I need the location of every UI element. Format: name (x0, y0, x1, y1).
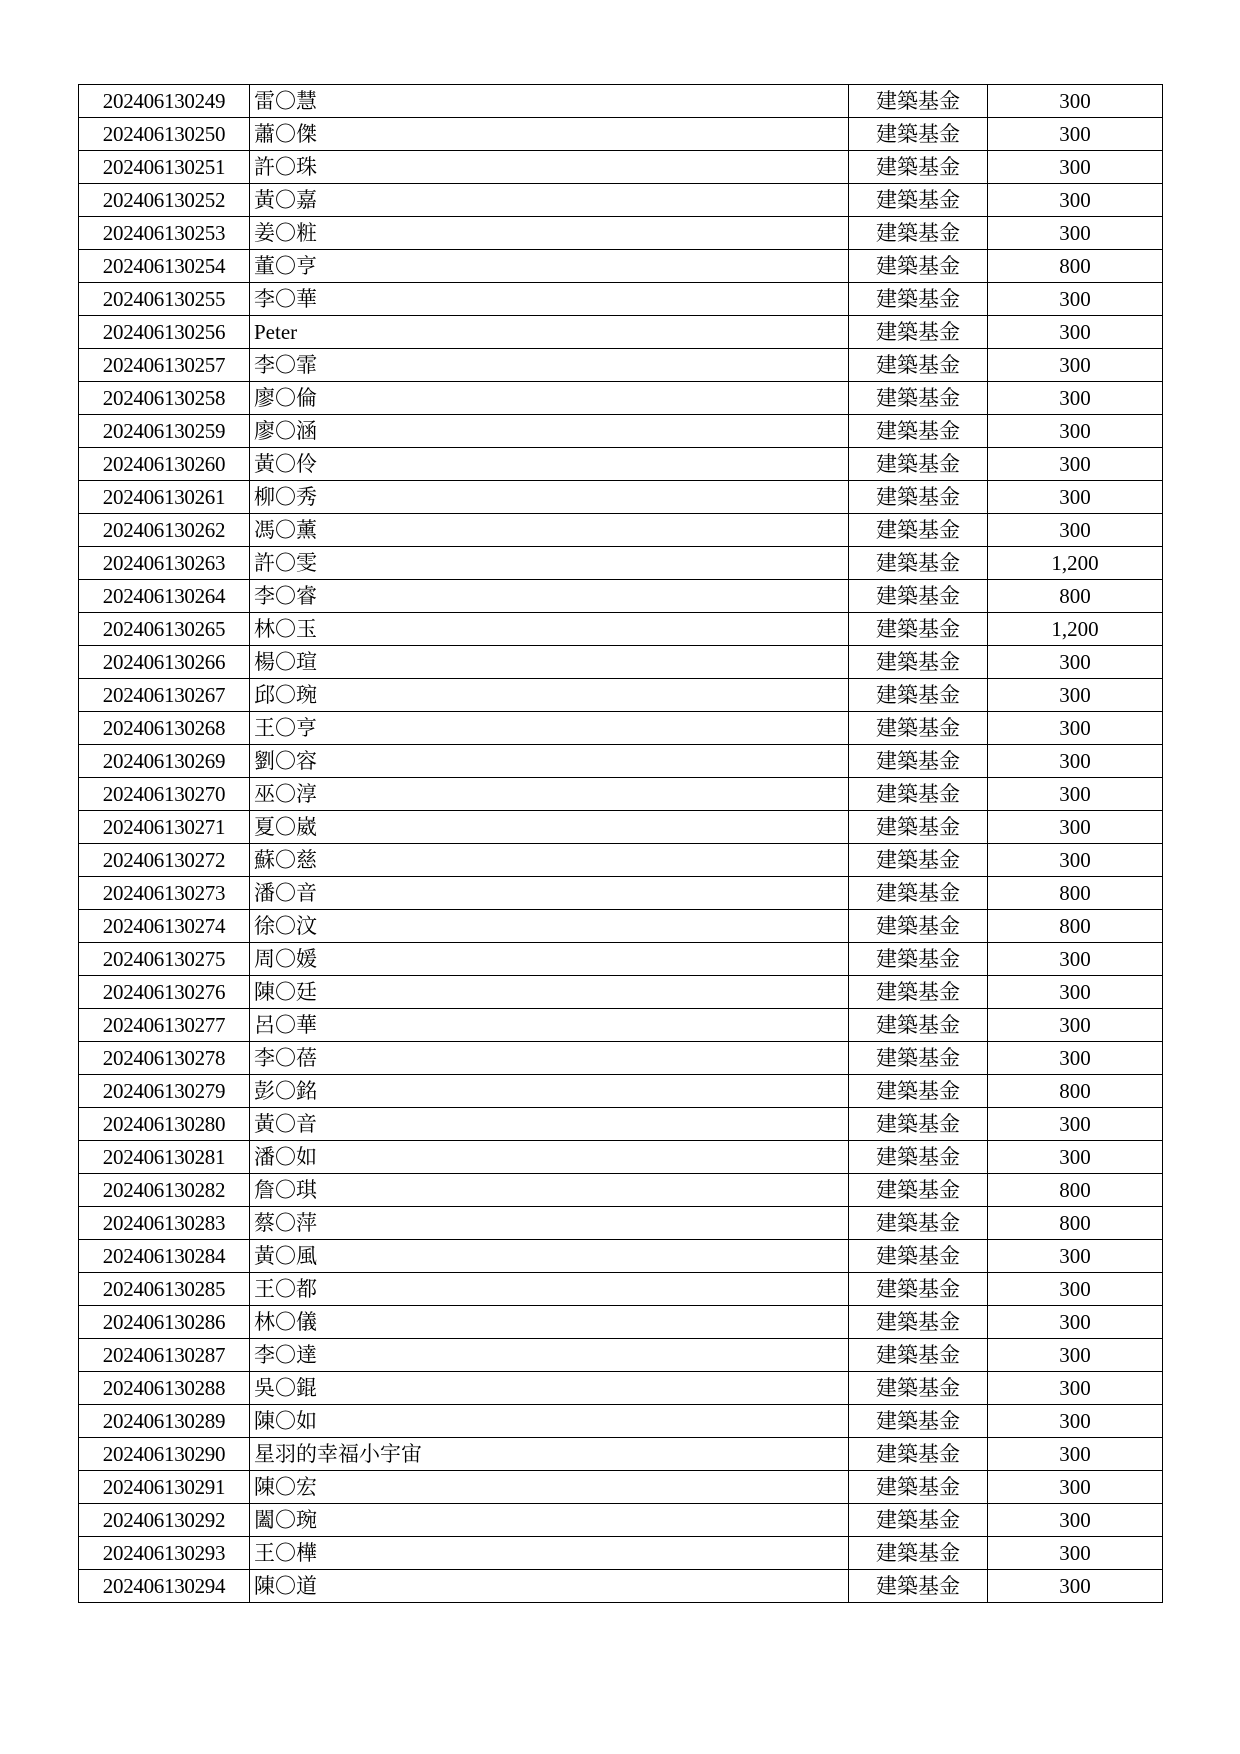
amount-cell: 800 (988, 1075, 1163, 1108)
amount-cell: 300 (988, 1306, 1163, 1339)
fund-type-cell: 建築基金 (849, 250, 988, 283)
receipt-number-cell: 202406130270 (79, 778, 250, 811)
amount-cell: 300 (988, 151, 1163, 184)
fund-type-cell: 建築基金 (849, 1570, 988, 1603)
donor-name-cell: 周〇媛 (250, 943, 849, 976)
table-row (79, 1570, 1163, 1603)
donor-name-cell: 許〇珠 (250, 151, 849, 184)
receipt-number-cell: 202406130269 (79, 745, 250, 778)
table-row (79, 448, 1163, 481)
fund-type-cell: 建築基金 (849, 976, 988, 1009)
table-row (79, 811, 1163, 844)
receipt-number-cell: 202406130259 (79, 415, 250, 448)
donor-name-cell: 馮〇薰 (250, 514, 849, 547)
table-row (79, 1174, 1163, 1207)
amount-cell: 300 (988, 1372, 1163, 1405)
donor-name-cell: 潘〇音 (250, 877, 849, 910)
fund-type-cell: 建築基金 (849, 1504, 988, 1537)
receipt-number-cell: 202406130277 (79, 1009, 250, 1042)
donor-name-cell: 黃〇伶 (250, 448, 849, 481)
receipt-number-cell: 202406130280 (79, 1108, 250, 1141)
donor-name-cell: 王〇都 (250, 1273, 849, 1306)
table-row (79, 514, 1163, 547)
amount-cell: 800 (988, 580, 1163, 613)
amount-cell: 300 (988, 448, 1163, 481)
amount-cell: 300 (988, 745, 1163, 778)
table-row (79, 547, 1163, 580)
receipt-number-cell: 202406130267 (79, 679, 250, 712)
fund-type-cell: 建築基金 (849, 679, 988, 712)
table-row (79, 910, 1163, 943)
table-row (79, 184, 1163, 217)
receipt-number-cell: 202406130288 (79, 1372, 250, 1405)
fund-type-cell: 建築基金 (849, 151, 988, 184)
table-row (79, 1537, 1163, 1570)
receipt-number-cell: 202406130287 (79, 1339, 250, 1372)
amount-cell: 300 (988, 679, 1163, 712)
table-row (79, 118, 1163, 151)
table-row (79, 283, 1163, 316)
amount-cell: 300 (988, 1570, 1163, 1603)
table-row (79, 415, 1163, 448)
fund-type-cell: 建築基金 (849, 283, 988, 316)
receipt-number-cell: 202406130251 (79, 151, 250, 184)
table-row (79, 481, 1163, 514)
amount-cell: 300 (988, 811, 1163, 844)
table-row (79, 382, 1163, 415)
amount-cell: 300 (988, 1009, 1163, 1042)
table-row (79, 646, 1163, 679)
table-row (79, 250, 1163, 283)
amount-cell: 300 (988, 283, 1163, 316)
table-row (79, 1075, 1163, 1108)
fund-type-cell: 建築基金 (849, 1537, 988, 1570)
donor-name-cell: 潘〇如 (250, 1141, 849, 1174)
fund-type-cell: 建築基金 (849, 481, 988, 514)
donor-name-cell: 許〇雯 (250, 547, 849, 580)
amount-cell: 300 (988, 382, 1163, 415)
donor-name-cell: 陳〇如 (250, 1405, 849, 1438)
amount-cell: 300 (988, 481, 1163, 514)
amount-cell: 300 (988, 1339, 1163, 1372)
amount-cell: 300 (988, 1504, 1163, 1537)
receipt-number-cell: 202406130286 (79, 1306, 250, 1339)
amount-cell: 300 (988, 1141, 1163, 1174)
table-row (79, 1438, 1163, 1471)
donor-name-cell: 詹〇琪 (250, 1174, 849, 1207)
fund-type-cell: 建築基金 (849, 844, 988, 877)
fund-type-cell: 建築基金 (849, 118, 988, 151)
donor-name-cell: Peter (250, 316, 849, 349)
receipt-number-cell: 202406130254 (79, 250, 250, 283)
donation-table-body (79, 85, 1163, 1603)
fund-type-cell: 建築基金 (849, 646, 988, 679)
receipt-number-cell: 202406130261 (79, 481, 250, 514)
fund-type-cell: 建築基金 (849, 1339, 988, 1372)
receipt-number-cell: 202406130268 (79, 712, 250, 745)
amount-cell: 300 (988, 976, 1163, 1009)
donor-name-cell: 王〇樺 (250, 1537, 849, 1570)
receipt-number-cell: 202406130290 (79, 1438, 250, 1471)
table-row (79, 316, 1163, 349)
receipt-number-cell: 202406130258 (79, 382, 250, 415)
donor-name-cell: 呂〇華 (250, 1009, 849, 1042)
table-row (79, 1504, 1163, 1537)
donor-name-cell: 李〇蓓 (250, 1042, 849, 1075)
fund-type-cell: 建築基金 (849, 778, 988, 811)
table-row (79, 1108, 1163, 1141)
fund-type-cell: 建築基金 (849, 1075, 988, 1108)
fund-type-cell: 建築基金 (849, 745, 988, 778)
fund-type-cell: 建築基金 (849, 547, 988, 580)
fund-type-cell: 建築基金 (849, 1405, 988, 1438)
amount-cell: 800 (988, 1174, 1163, 1207)
donor-name-cell: 董〇亨 (250, 250, 849, 283)
fund-type-cell: 建築基金 (849, 943, 988, 976)
donor-name-cell: 王〇亨 (250, 712, 849, 745)
table-row (79, 613, 1163, 646)
table-row (79, 1240, 1163, 1273)
receipt-number-cell: 202406130266 (79, 646, 250, 679)
receipt-number-cell: 202406130278 (79, 1042, 250, 1075)
fund-type-cell: 建築基金 (849, 1108, 988, 1141)
table-row (79, 217, 1163, 250)
amount-cell: 300 (988, 349, 1163, 382)
donor-name-cell: 巫〇淳 (250, 778, 849, 811)
receipt-number-cell: 202406130292 (79, 1504, 250, 1537)
amount-cell: 300 (988, 316, 1163, 349)
fund-type-cell: 建築基金 (849, 877, 988, 910)
donor-name-cell: 楊〇瑄 (250, 646, 849, 679)
receipt-number-cell: 202406130264 (79, 580, 250, 613)
receipt-number-cell: 202406130289 (79, 1405, 250, 1438)
fund-type-cell: 建築基金 (849, 580, 988, 613)
donor-name-cell: 姜〇粧 (250, 217, 849, 250)
table-row (79, 976, 1163, 1009)
amount-cell: 300 (988, 646, 1163, 679)
receipt-number-cell: 202406130265 (79, 613, 250, 646)
fund-type-cell: 建築基金 (849, 217, 988, 250)
fund-type-cell: 建築基金 (849, 1174, 988, 1207)
table-row (79, 1009, 1163, 1042)
receipt-number-cell: 202406130275 (79, 943, 250, 976)
amount-cell: 300 (988, 184, 1163, 217)
fund-type-cell: 建築基金 (849, 1240, 988, 1273)
fund-type-cell: 建築基金 (849, 1273, 988, 1306)
donor-name-cell: 李〇霏 (250, 349, 849, 382)
fund-type-cell: 建築基金 (849, 910, 988, 943)
donor-name-cell: 彭〇銘 (250, 1075, 849, 1108)
donor-name-cell: 邱〇琬 (250, 679, 849, 712)
amount-cell: 1,200 (988, 547, 1163, 580)
receipt-number-cell: 202406130285 (79, 1273, 250, 1306)
amount-cell: 300 (988, 943, 1163, 976)
receipt-number-cell: 202406130256 (79, 316, 250, 349)
receipt-number-cell: 202406130279 (79, 1075, 250, 1108)
table-row (79, 679, 1163, 712)
table-row (79, 1471, 1163, 1504)
amount-cell: 800 (988, 250, 1163, 283)
table-row (79, 943, 1163, 976)
donation-table (78, 84, 1163, 1603)
fund-type-cell: 建築基金 (849, 1306, 988, 1339)
receipt-number-cell: 202406130253 (79, 217, 250, 250)
fund-type-cell: 建築基金 (849, 415, 988, 448)
table-row (79, 151, 1163, 184)
donor-name-cell: 蘇〇慈 (250, 844, 849, 877)
table-row (79, 1141, 1163, 1174)
table-row (79, 1405, 1163, 1438)
amount-cell: 300 (988, 1108, 1163, 1141)
amount-cell: 300 (988, 1537, 1163, 1570)
table-row (79, 85, 1163, 118)
receipt-number-cell: 202406130293 (79, 1537, 250, 1570)
fund-type-cell: 建築基金 (849, 448, 988, 481)
table-row (79, 778, 1163, 811)
donor-name-cell: 李〇華 (250, 283, 849, 316)
receipt-number-cell: 202406130262 (79, 514, 250, 547)
receipt-number-cell: 202406130282 (79, 1174, 250, 1207)
donor-name-cell: 蔡〇萍 (250, 1207, 849, 1240)
amount-cell: 300 (988, 778, 1163, 811)
receipt-number-cell: 202406130255 (79, 283, 250, 316)
table-row (79, 745, 1163, 778)
fund-type-cell: 建築基金 (849, 85, 988, 118)
receipt-number-cell: 202406130272 (79, 844, 250, 877)
amount-cell: 300 (988, 712, 1163, 745)
receipt-number-cell: 202406130263 (79, 547, 250, 580)
donor-name-cell: 林〇玉 (250, 613, 849, 646)
donor-name-cell: 李〇達 (250, 1339, 849, 1372)
donor-name-cell: 陳〇道 (250, 1570, 849, 1603)
amount-cell: 800 (988, 910, 1163, 943)
receipt-number-cell: 202406130274 (79, 910, 250, 943)
receipt-number-cell: 202406130283 (79, 1207, 250, 1240)
donor-name-cell: 雷〇慧 (250, 85, 849, 118)
receipt-number-cell: 202406130257 (79, 349, 250, 382)
fund-type-cell: 建築基金 (849, 712, 988, 745)
receipt-number-cell: 202406130294 (79, 1570, 250, 1603)
fund-type-cell: 建築基金 (849, 184, 988, 217)
amount-cell: 300 (988, 1471, 1163, 1504)
receipt-number-cell: 202406130281 (79, 1141, 250, 1174)
fund-type-cell: 建築基金 (849, 1141, 988, 1174)
donor-name-cell: 黃〇嘉 (250, 184, 849, 217)
receipt-number-cell: 202406130284 (79, 1240, 250, 1273)
table-row (79, 712, 1163, 745)
receipt-number-cell: 202406130271 (79, 811, 250, 844)
fund-type-cell: 建築基金 (849, 1372, 988, 1405)
fund-type-cell: 建築基金 (849, 811, 988, 844)
amount-cell: 300 (988, 1273, 1163, 1306)
donor-name-cell: 夏〇崴 (250, 811, 849, 844)
donor-name-cell: 蕭〇傑 (250, 118, 849, 151)
amount-cell: 800 (988, 1207, 1163, 1240)
fund-type-cell: 建築基金 (849, 1042, 988, 1075)
table-row (79, 1306, 1163, 1339)
donor-name-cell: 柳〇秀 (250, 481, 849, 514)
amount-cell: 300 (988, 1438, 1163, 1471)
amount-cell: 300 (988, 844, 1163, 877)
donor-name-cell: 星羽的幸福小宇宙 (250, 1438, 849, 1471)
amount-cell: 1,200 (988, 613, 1163, 646)
fund-type-cell: 建築基金 (849, 1471, 988, 1504)
table-row (79, 349, 1163, 382)
receipt-number-cell: 202406130260 (79, 448, 250, 481)
table-row (79, 877, 1163, 910)
donor-name-cell: 林〇儀 (250, 1306, 849, 1339)
amount-cell: 300 (988, 118, 1163, 151)
amount-cell: 300 (988, 1042, 1163, 1075)
table-row (79, 580, 1163, 613)
fund-type-cell: 建築基金 (849, 316, 988, 349)
donor-name-cell: 廖〇倫 (250, 382, 849, 415)
amount-cell: 300 (988, 514, 1163, 547)
amount-cell: 300 (988, 1240, 1163, 1273)
amount-cell: 300 (988, 217, 1163, 250)
fund-type-cell: 建築基金 (849, 349, 988, 382)
amount-cell: 800 (988, 877, 1163, 910)
donor-name-cell: 劉〇容 (250, 745, 849, 778)
fund-type-cell: 建築基金 (849, 514, 988, 547)
fund-type-cell: 建築基金 (849, 382, 988, 415)
donor-name-cell: 陳〇廷 (250, 976, 849, 1009)
fund-type-cell: 建築基金 (849, 1009, 988, 1042)
fund-type-cell: 建築基金 (849, 1438, 988, 1471)
table-row (79, 1339, 1163, 1372)
donor-name-cell: 黃〇音 (250, 1108, 849, 1141)
receipt-number-cell: 202406130291 (79, 1471, 250, 1504)
amount-cell: 300 (988, 415, 1163, 448)
fund-type-cell: 建築基金 (849, 1207, 988, 1240)
table-row (79, 1273, 1163, 1306)
receipt-number-cell: 202406130250 (79, 118, 250, 151)
donor-name-cell: 闔〇琬 (250, 1504, 849, 1537)
donor-name-cell: 徐〇汶 (250, 910, 849, 943)
donor-name-cell: 陳〇宏 (250, 1471, 849, 1504)
amount-cell: 300 (988, 1405, 1163, 1438)
table-row (79, 844, 1163, 877)
receipt-number-cell: 202406130249 (79, 85, 250, 118)
receipt-number-cell: 202406130273 (79, 877, 250, 910)
receipt-number-cell: 202406130276 (79, 976, 250, 1009)
receipt-number-cell: 202406130252 (79, 184, 250, 217)
donor-name-cell: 吳〇錕 (250, 1372, 849, 1405)
fund-type-cell: 建築基金 (849, 613, 988, 646)
donor-name-cell: 廖〇涵 (250, 415, 849, 448)
table-row (79, 1042, 1163, 1075)
table-row (79, 1372, 1163, 1405)
table-row (79, 1207, 1163, 1240)
amount-cell: 300 (988, 85, 1163, 118)
donor-name-cell: 李〇睿 (250, 580, 849, 613)
donor-name-cell: 黃〇風 (250, 1240, 849, 1273)
